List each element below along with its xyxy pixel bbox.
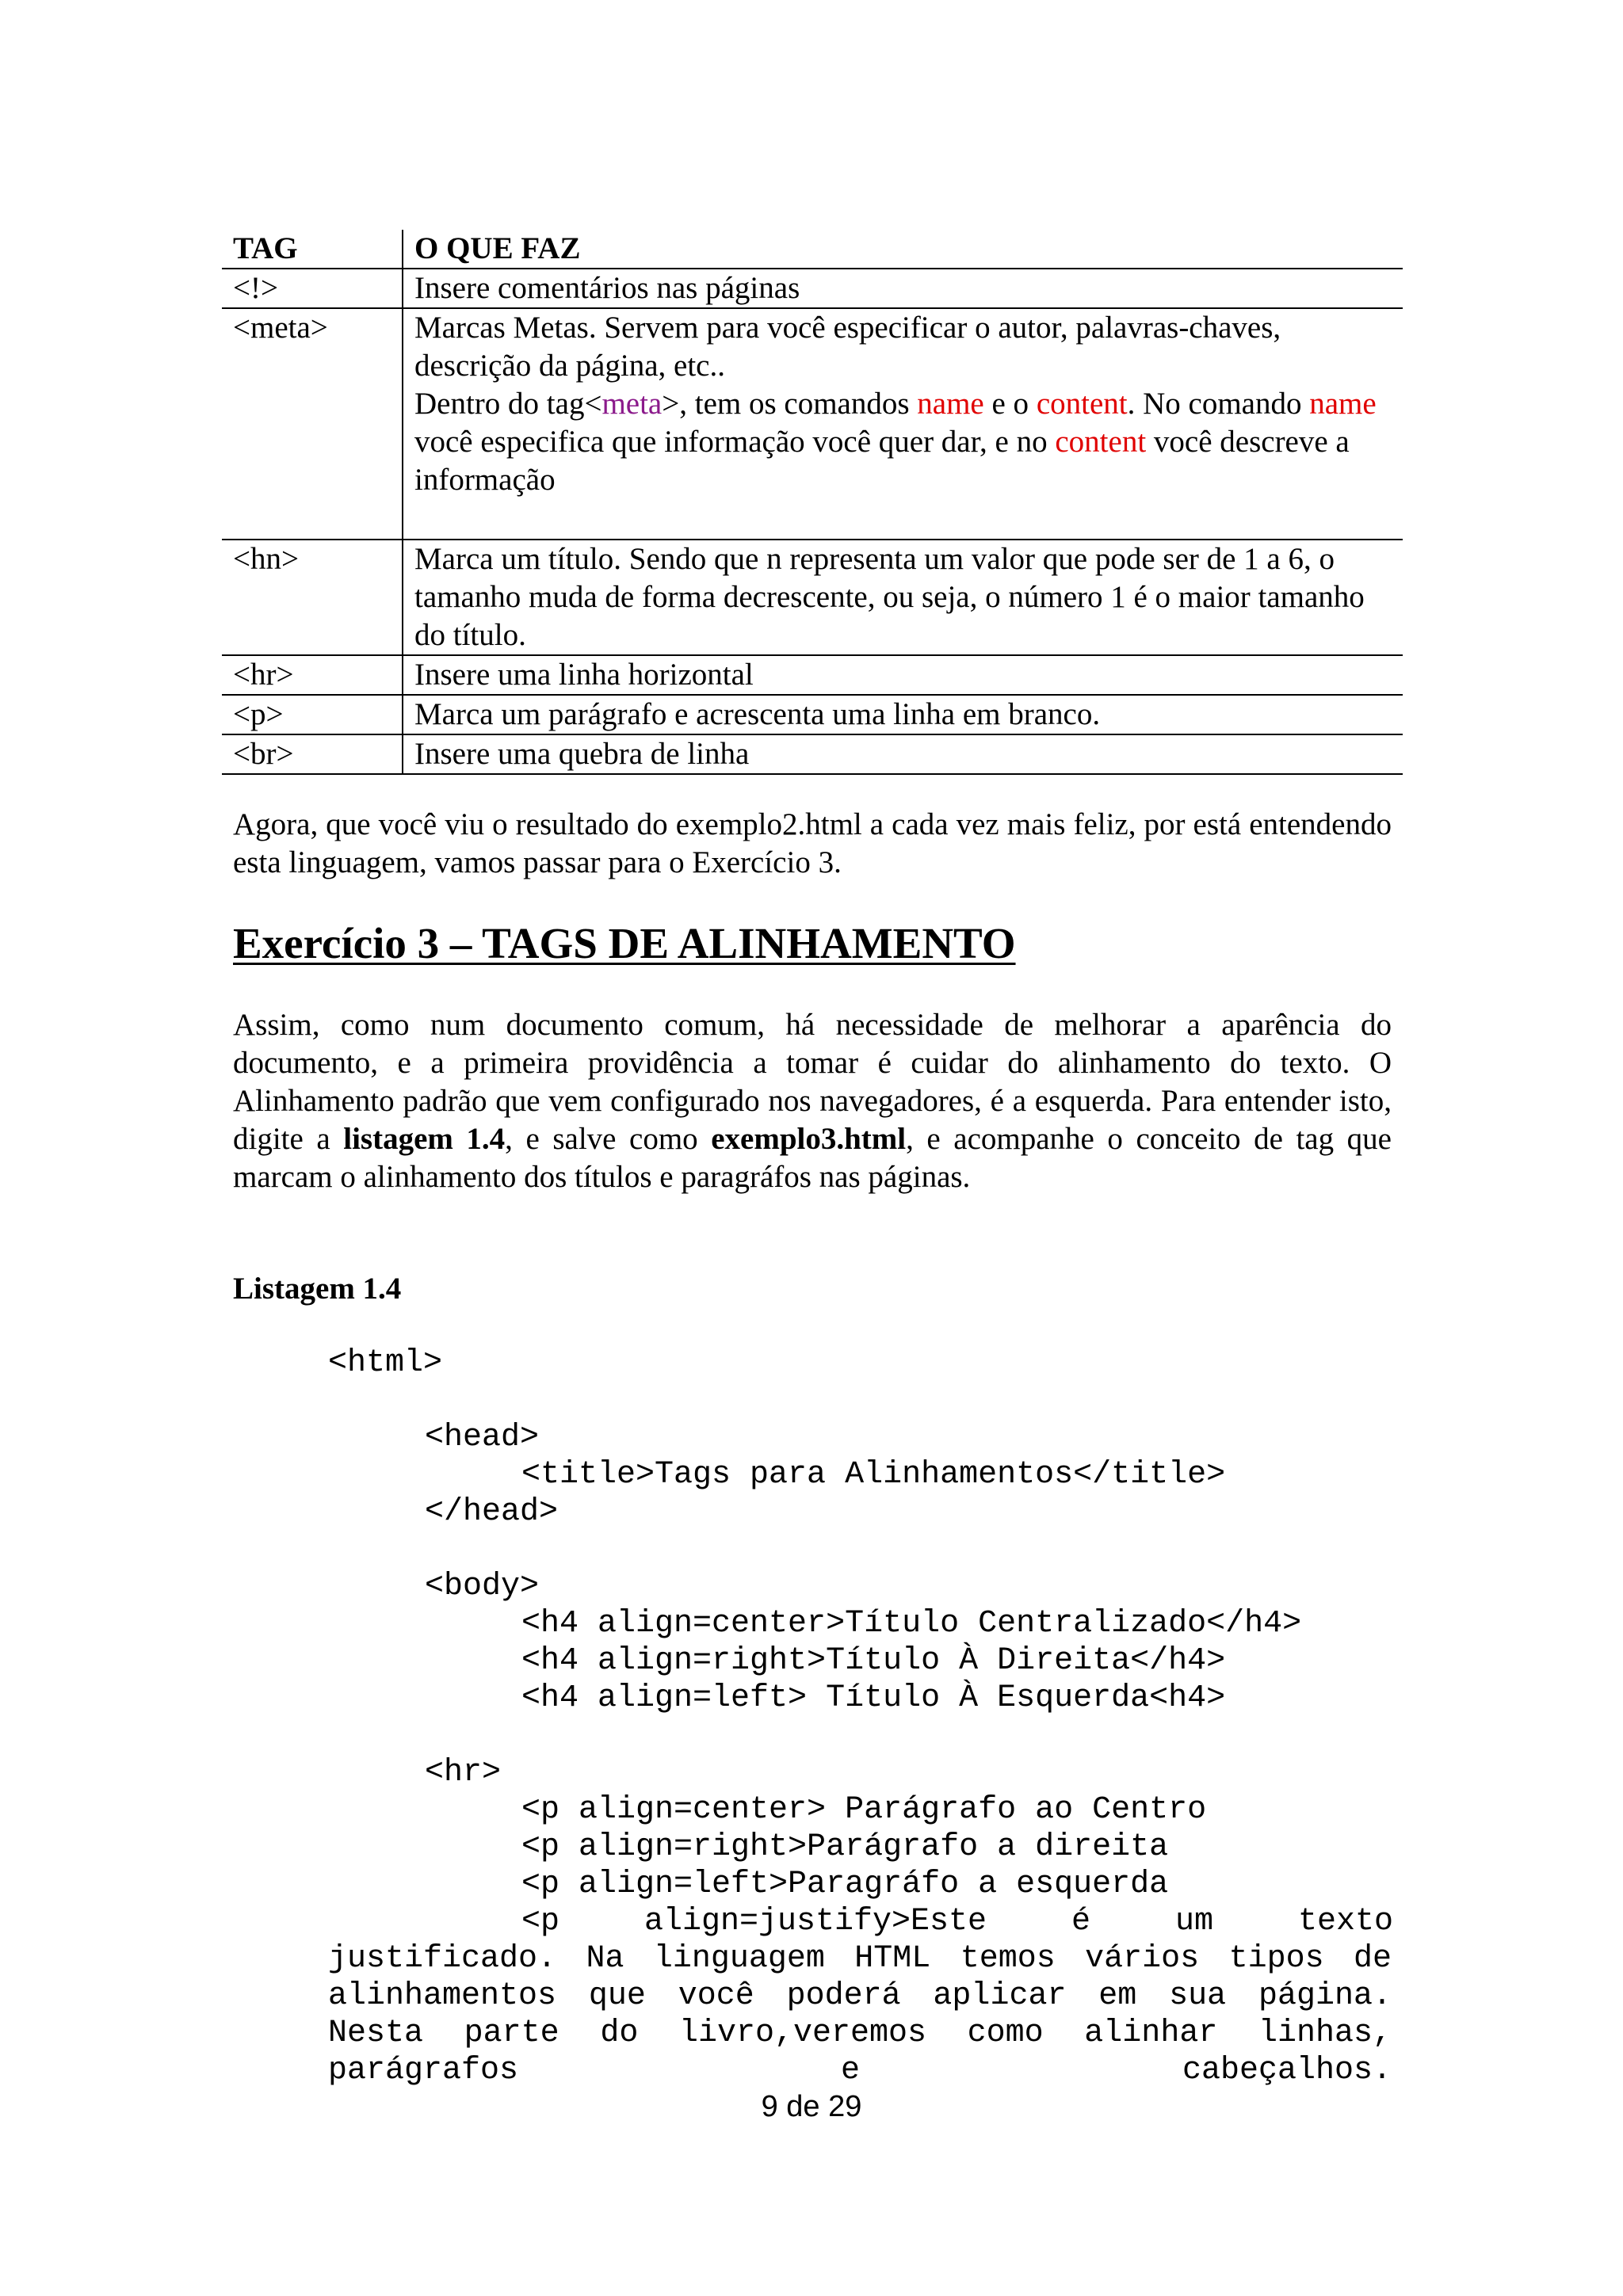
table-row [222,734,1403,774]
code-line: <p align=center> Parágrafo ao Centro [521,1792,1207,1828]
code-line: <p align=left>Paragráfo a esquerda [521,1867,1169,1902]
code-line: <p align=justify>Este é um texto [521,1904,1393,1939]
tag-cell: <p> [222,695,403,734]
code-justified-text: justificado. Na linguagem HTML temos vários tipos de alinhamentos que você poderá aplicar em sua página. Nesta parte do livro,veremos como alinhar linhas, parágrafos e cabeçalhos. [328,1941,1392,2088]
code-line: <p align=right>Parágrafo a direita [521,1829,1169,1865]
code-line: <h4 align=right>Título À Direita</h4> [521,1643,1226,1679]
section-paragraph: Assim, como num documento comum, há necessidade de melhorar a aparência do documento, e a primeira providência a tomar é cuidar do alinhamento do texto. O Alinhamento padrão que vem configurado nos navegadores, é a esquerda. Para entender isto, digite a listagem 1.4, e salve como exemplo3.html, e acompanhe o conceito de tag que marcam o alinhamento dos títulos e paragráfos nas páginas. [233,1008,1392,1194]
desc-cell [403,308,1403,540]
code-line: <head> [425,1420,540,1455]
section-heading: Exercício 3 – TAGS DE ALINHAMENTO [233,919,1016,967]
table-row [222,540,1403,655]
tag-cell: <br> [222,734,403,774]
tag-cell: <meta> [222,308,403,540]
table-row [222,269,1403,308]
code-line: <h4 align=center>Título Centralizado</h4> [521,1606,1302,1642]
tag-cell: <hn> [222,540,403,655]
table-row [222,655,1403,695]
header-tag: TAG [222,230,403,269]
table-row [222,695,1403,734]
meta-desc-line2: Dentro do tag<meta>, tem os comandos name e o content. No comando name você especifica que informação você quer dar, e no content você descreve a informação [414,387,1377,497]
desc-cell: Insere uma linha horizontal [414,658,754,692]
code-line: <body> [425,1569,540,1604]
code-line: <hr> [425,1755,502,1791]
desc-cell: Insere uma quebra de linha [414,737,750,771]
header-what-it-does: O QUE FAZ [414,231,581,265]
code-line: <title>Tags para Alinhamentos</title> [521,1457,1226,1493]
listing-title: Listagem 1.4 [233,1272,402,1306]
tag-cell: <!> [222,269,403,308]
code-line: <html> [328,1345,443,1381]
intro-paragraph: Agora, que você viu o resultado do exemplo2.html a cada vez mais feliz, por está entendendo esta linguagem, vamos passar para o Exercício 3. [233,807,1392,879]
desc-cell: Insere comentários nas páginas [414,271,800,305]
desc-cell: Marca um parágrafo e acrescenta uma linha em branco. [414,697,1101,731]
meta-desc-line1: Marcas Metas. Servem para você especificar o autor, palavras-chaves, descrição da página, etc.. [414,311,1281,383]
desc-cell: Marca um título. Sendo que n representa um valor que pode ser de 1 a 6, o tamanho muda de forma decrescente, ou seja, o número 1 é o maior tamanho do título. [414,542,1365,652]
tag-cell: <hr> [222,655,403,695]
page-number: 9 de 29 [761,2090,862,2123]
code-line: <h4 align=left> Título À Esquerda<h4> [521,1680,1226,1716]
code-line: </head> [425,1494,559,1530]
table-row [222,308,1403,540]
table-header-row [222,230,1403,269]
tags-table [222,230,1403,775]
